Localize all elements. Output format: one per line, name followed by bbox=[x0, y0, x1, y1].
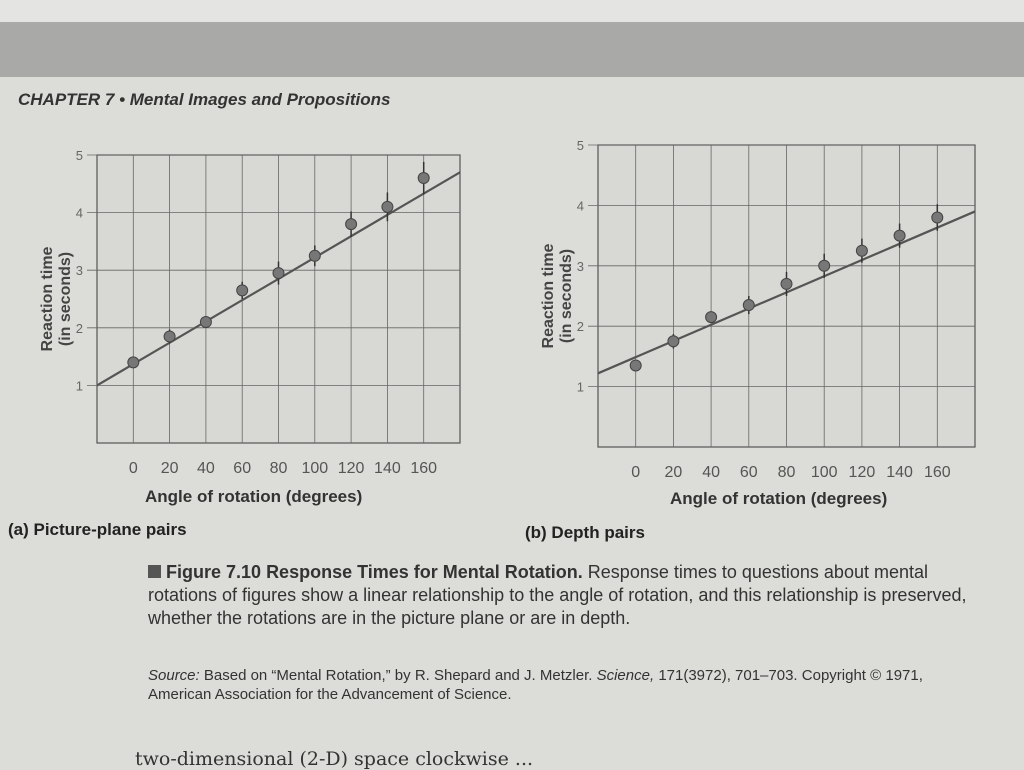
data-point bbox=[894, 230, 905, 241]
y-axis-label-units: (in seconds) bbox=[57, 251, 74, 347]
y-tick-label: 4 bbox=[576, 198, 584, 214]
x-tick-label: 100 bbox=[810, 464, 838, 481]
data-point bbox=[706, 312, 717, 323]
source-text: Based on “Mental Rotation,” by R. Shepard and J. Metzler. bbox=[203, 667, 593, 684]
source-rest: 171(3972), 701–703. Copyright © 1971, American Association for the Advancement of Science. bbox=[148, 667, 923, 703]
data-point bbox=[309, 250, 320, 261]
data-point bbox=[781, 278, 792, 289]
x-tick-label: 140 bbox=[374, 460, 401, 477]
data-point bbox=[743, 300, 754, 311]
data-point bbox=[856, 245, 867, 256]
figure-source bbox=[148, 666, 948, 704]
y-tick-label: 1 bbox=[75, 378, 83, 394]
data-point bbox=[346, 219, 357, 230]
source-journal: Science, bbox=[596, 667, 655, 684]
y-tick-label: 3 bbox=[75, 263, 83, 279]
y-tick-label: 3 bbox=[576, 258, 584, 274]
y-tick-label: 2 bbox=[576, 319, 584, 335]
x-tick-label: 20 bbox=[160, 460, 179, 477]
y-tick-label: 5 bbox=[576, 138, 584, 153]
chapter-header: CHAPTER 7 • Mental Images and Propositions bbox=[18, 90, 391, 109]
body-text-cut: two-dimensional (2-D) space clockwise ... bbox=[135, 748, 534, 770]
y-axis-label: Reaction time bbox=[540, 243, 557, 349]
xlabel-a: Angle of rotation (degrees) bbox=[145, 487, 363, 506]
data-point bbox=[128, 357, 139, 368]
x-tick-label: 120 bbox=[337, 460, 365, 477]
data-point bbox=[237, 285, 248, 296]
source-label: Source: bbox=[148, 667, 200, 684]
x-tick-label: 0 bbox=[128, 460, 138, 477]
caption-text: Response times to questions about mental rotations of figures show a linear relationship to the angle of rotation, and this relationship is preserved, whether the rotations are in the picture plane or are in depth. bbox=[148, 562, 967, 628]
x-tick-label: 160 bbox=[410, 460, 438, 477]
subtitle-a: (a) Picture-plane pairs bbox=[8, 520, 187, 539]
x-tick-label: 80 bbox=[777, 464, 796, 481]
data-point bbox=[273, 268, 284, 279]
x-tick-label: 60 bbox=[233, 460, 252, 477]
x-tick-label: 60 bbox=[739, 464, 758, 481]
y-tick-label: 5 bbox=[75, 148, 83, 163]
data-point bbox=[418, 173, 429, 184]
caption-label: Figure 7.10 bbox=[166, 562, 262, 582]
x-tick-label: 40 bbox=[197, 460, 215, 477]
x-tick-label: 120 bbox=[848, 464, 876, 481]
data-point bbox=[164, 331, 175, 342]
y-axis-label: Reaction time bbox=[39, 246, 56, 352]
x-tick-label: 0 bbox=[631, 464, 641, 481]
x-tick-label: 100 bbox=[301, 460, 329, 477]
x-tick-label: 40 bbox=[702, 464, 720, 481]
data-point bbox=[630, 360, 641, 371]
xlabel-b: Angle of rotation (degrees) bbox=[670, 489, 888, 508]
y-tick-label: 4 bbox=[75, 205, 83, 221]
y-tick-label: 2 bbox=[75, 320, 83, 336]
x-tick-label: 80 bbox=[269, 460, 288, 477]
caption-title: Response Times for Mental Rotation. bbox=[266, 562, 583, 582]
data-point bbox=[382, 201, 393, 212]
x-tick-label: 20 bbox=[664, 464, 683, 481]
data-point bbox=[819, 260, 830, 271]
figure-caption bbox=[148, 561, 978, 630]
data-point bbox=[668, 336, 679, 347]
x-tick-label: 140 bbox=[886, 464, 913, 481]
y-tick-label: 1 bbox=[576, 379, 584, 395]
data-point bbox=[200, 317, 211, 328]
data-point bbox=[932, 212, 943, 223]
caption-square-icon bbox=[148, 565, 161, 578]
x-tick-label: 160 bbox=[923, 464, 951, 481]
y-axis-label-units: (in seconds) bbox=[558, 248, 575, 344]
subtitle-b: (b) Depth pairs bbox=[525, 523, 645, 542]
